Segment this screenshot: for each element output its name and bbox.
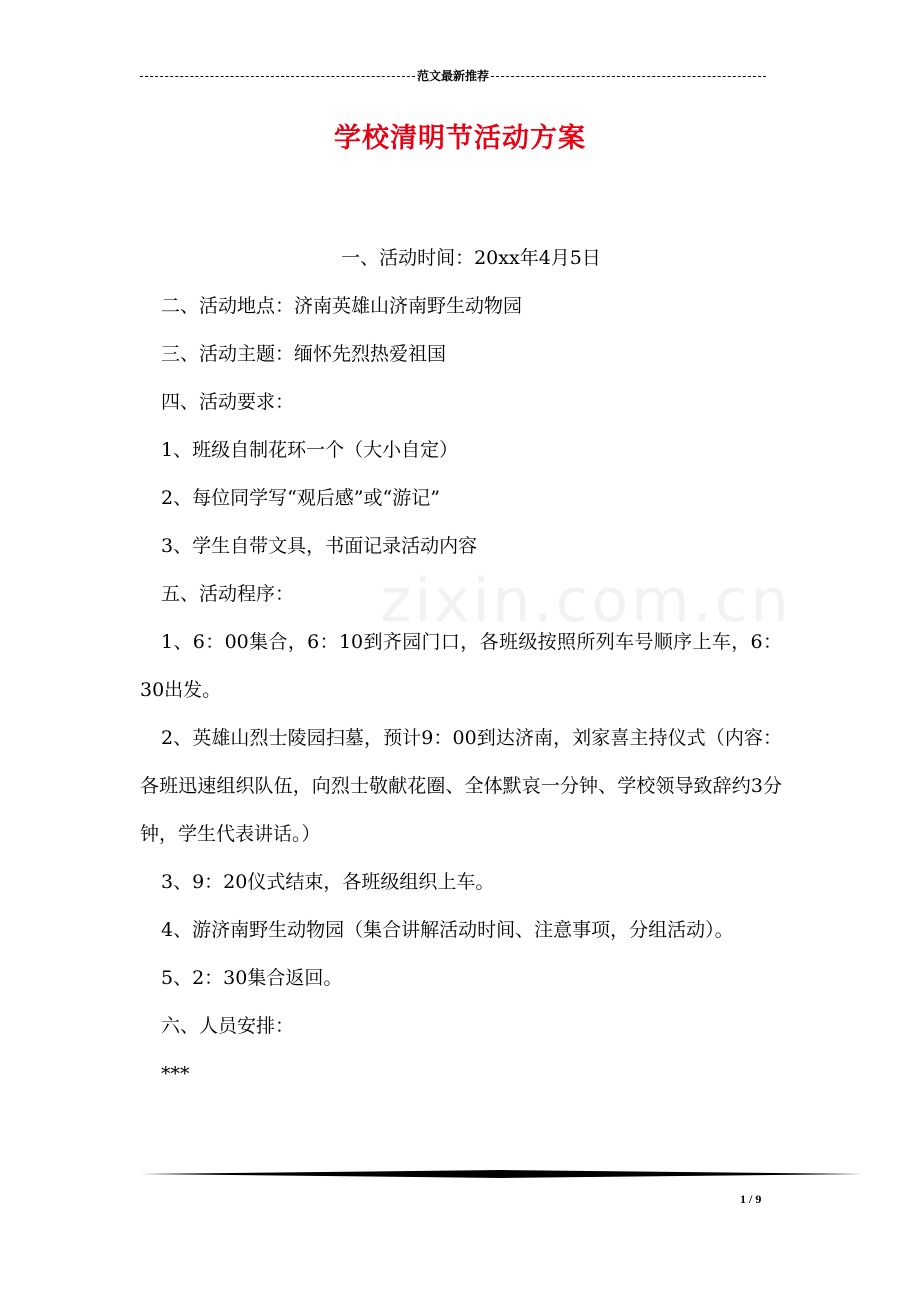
- page-header: [140, 68, 766, 84]
- watermark: zixin.com.cn: [380, 566, 792, 636]
- paragraph-requirement-3: 3、学生自带文具，书面记录活动内容: [161, 535, 478, 557]
- header-label: 范文最新推荐: [417, 69, 490, 83]
- header-dashes-left: [140, 76, 415, 77]
- paragraph-staff-placeholder: ***: [161, 1063, 190, 1085]
- paragraph-procedure-heading: 五、活动程序：: [161, 583, 295, 605]
- paragraph-requirement-2: 2、每位同学写“观后感”或“游记”: [161, 487, 440, 509]
- document-title: 学校清明节活动方案: [334, 123, 586, 154]
- paragraph-procedure-2: 2、英雄山烈士陵园扫墓，预计9：00到达济南，刘家喜主持仪式（内容：各班迅速组织队伍，向烈士敬献花圈、全体默哀一分钟、学校领导致辞约3分钟，学生代表讲话。）: [140, 727, 782, 845]
- paragraph-requirements-heading: 四、活动要求：: [161, 391, 295, 413]
- footer-divider: [140, 1170, 864, 1178]
- paragraph-requirement-1: 1、班级自制花环一个（大小自定）: [161, 439, 459, 461]
- paragraph-activity-theme: 三、活动主题：缅怀先烈热爱祖国: [161, 343, 447, 365]
- page-number: 1 / 9: [740, 1192, 762, 1206]
- paragraph-staff-heading: 六、人员安排：: [161, 1015, 295, 1037]
- paragraph-procedure-4: 4、游济南野生动物园（集合讲解活动时间、注意事项，分组活动）。: [161, 919, 734, 941]
- paragraph-procedure-3: 3、9：20仪式结束，各班级组织上车。: [161, 871, 495, 893]
- paragraph-procedure-5: 5、2：30集合返回。: [161, 967, 343, 989]
- paragraph-procedure-1: 1、6：00集合，6：10到齐园门口，各班级按照所列车号顺序上车，6：30出发。: [140, 631, 782, 701]
- paragraph-activity-time: 一、活动时间：20xx年4月5日: [341, 247, 601, 269]
- document-body: [140, 234, 782, 1098]
- header-dashes-right: [491, 76, 766, 77]
- paragraph-activity-location: 二、活动地点：济南英雄山济南野生动物园: [161, 295, 523, 317]
